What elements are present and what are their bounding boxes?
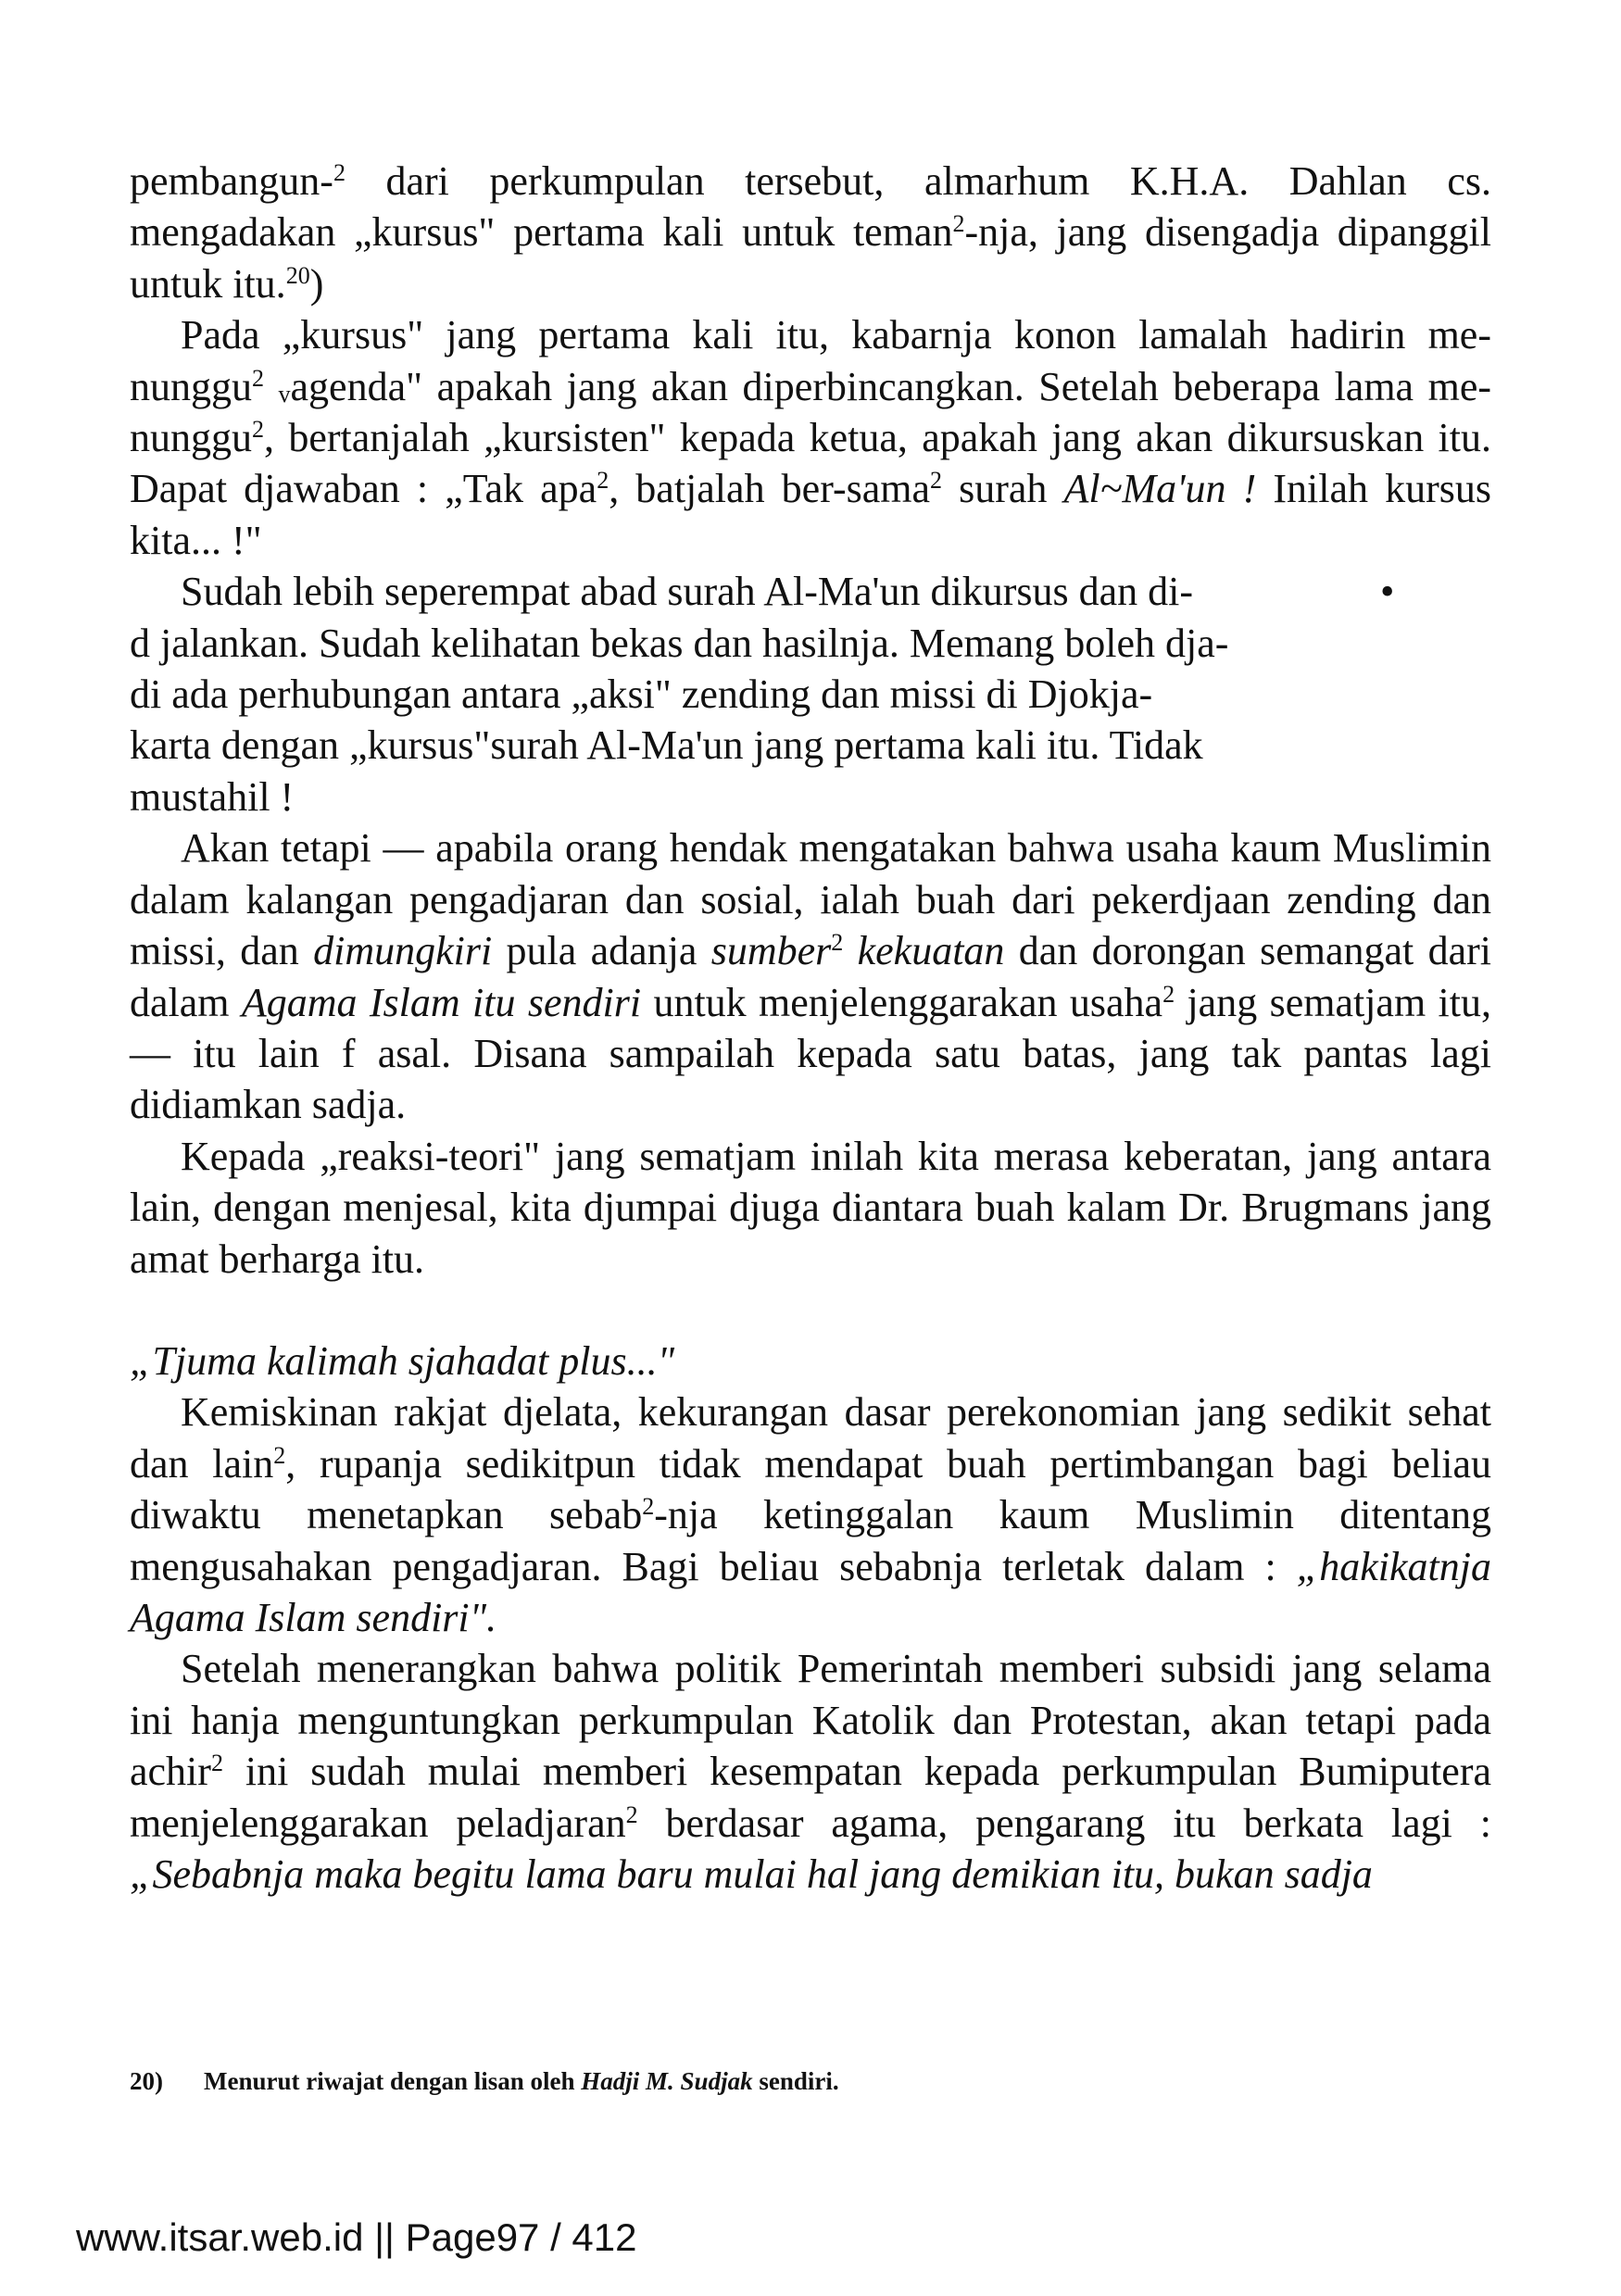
italic-text: kekuatan <box>843 928 1005 974</box>
text-line: mustahil ! <box>130 773 295 820</box>
text-run: dari perkumpulan tersebut, almarhum K.H.A. Dahlan cs. mengadakan „kursus" pertama kali untuk teman <box>130 158 1491 256</box>
text-run: ini sudah mulai memberi kesempatan kepada perkumpulan Bumiputera menjelenggarakan peladjaran <box>130 1749 1491 1846</box>
footnote-number: 20) <box>130 2067 163 2095</box>
text-run: Setelah menerangkan bahwa politik Pemerintah memberi subsidi jang selama ini hanja menguntungkan perkumpulan Katolik dan Protestan, akan tetapi pada achir <box>130 1646 1491 1795</box>
superscript: 2 <box>273 1441 286 1469</box>
bullet-mark: • <box>1380 569 1395 615</box>
paragraph-2 <box>130 309 1491 566</box>
superscript: 2 <box>930 467 943 495</box>
text-line: d jalankan. Sudah kelihatan bekas dan hasilnja. Memang boleh dja- <box>130 620 1229 666</box>
text-run: surah <box>942 466 1064 512</box>
text-run: dan dorongan semangat dari dalam <box>130 928 1491 1025</box>
text-run: , bertanjalah „kursisten" kepada ketua, apakah jang akan dikursuskan itu. Dapat djawaban : „Tak apa <box>130 415 1491 512</box>
text-run: untuk menjelenggarakan usaha <box>641 979 1163 1025</box>
footnote-text: sendiri. <box>752 2067 839 2095</box>
italic-text: Al~Ma'un ! <box>1063 466 1257 512</box>
section-heading: „Tjuma kalimah sjahadat plus..." <box>130 1337 675 1384</box>
superscript: 2 <box>252 416 264 444</box>
paragraph-4 <box>130 822 1491 1130</box>
text-run: , rupanja sedikitpun tidak mendapat buah pertimbangan bagi beliau diwaktu menetapkan sebab <box>130 1440 1491 1538</box>
text-run: pembangun- <box>130 158 333 204</box>
text-run: -nja, jang disengadja dipanggil untuk itu. <box>130 209 1491 307</box>
text-run: pula adanja <box>492 928 711 974</box>
paragraph-1 <box>130 156 1491 309</box>
text-run: Kemiskinan rakjat djelata, kekurangan dasar perekonomian jang sedikit sehat dan lain <box>130 1389 1491 1487</box>
superscript: 2 <box>625 1800 638 1828</box>
italic-text: Agama Islam itu sendiri <box>241 979 642 1025</box>
superscript: 2 <box>1162 980 1175 1008</box>
italic-text: „hakikatnja Agama Islam sendiri". <box>130 1543 1491 1640</box>
superscript: 2 <box>952 210 965 238</box>
paragraph-6 <box>130 1386 1491 1643</box>
italic-text: „Sebabnja maka begitu lama baru mulai hal jang demikian itu, bukan sadja <box>130 1851 1373 1897</box>
text-run: Pada „kursus" jang pertama kali itu, kabarnja konon lamalah hadirin me-nunggu <box>130 312 1491 409</box>
text-run: berdasar agama, pengarang itu berkata lagi : <box>637 1800 1491 1846</box>
footnote-reference: 20 <box>285 261 310 289</box>
body-text <box>130 156 1491 1900</box>
text-line: di ada perhubungan antara „aksi" zending dan missi di Djokja- <box>130 671 1153 718</box>
paragraph-3 <box>130 566 1491 822</box>
superscript: 2 <box>831 929 844 957</box>
text-line: Sudah lebih seperempat abad surah Al-Ma'un dikursus dan di- <box>181 569 1194 615</box>
paragraph-5: Kepada „reaksi-teori" jang sematjam inilah kita merasa keberatan, jang antara lain, dengan menjesal, kita djumpai djuga diantara buah kalam Dr. Brugmans jang amat berharga itu. <box>130 1133 1491 1282</box>
text-run: agenda" apakah jang akan diperbincangkan. Setelah beberapa lama me-nunggu <box>130 363 1491 461</box>
footnote <box>130 2067 1491 2096</box>
subscript: v <box>278 380 291 408</box>
superscript: 2 <box>252 364 264 392</box>
text-run: Inilah kursus kita... !" <box>130 466 1492 563</box>
superscript: 2 <box>597 467 609 495</box>
page-footer: www.itsar.web.id || Page97 / 412 <box>76 2215 637 2259</box>
text-line: karta dengan „kursus"surah Al-Ma'un jang pertama kali itu. Tidak <box>130 722 1203 769</box>
superscript: 2 <box>642 1493 655 1521</box>
footnote-italic: Hadji M. Sudjak <box>581 2067 753 2095</box>
text-run: Akan tetapi — apabila orang hendak mengatakan bahwa usaha kaum Muslimin dalam kalangan pengadjaran dan sosial, ialah buah dari pekerdjaan zending dan missi, dan <box>130 825 1491 974</box>
italic-text: dimungkiri <box>313 928 493 974</box>
text-run: -nja ketinggalan kaum Muslimin ditentang mengusahakan pengadjaran. Bagi beliau sebabnja terletak dalam : <box>130 1492 1491 1589</box>
text-run: jang sematjam itu, — itu lain f asal. Disana sampailah kepada satu batas, jang tak pantas lagi didiamkan sadja. <box>130 979 1491 1128</box>
footnote-text: Menurut riwajat dengan lisan oleh <box>204 2067 582 2095</box>
text-run: , batjalah ber-sama <box>609 466 931 512</box>
text-run: ) <box>309 260 324 307</box>
italic-text: sumber <box>710 928 832 974</box>
superscript: 2 <box>333 159 346 186</box>
superscript: 2 <box>210 1750 223 1777</box>
paragraph-7 <box>130 1643 1491 1900</box>
